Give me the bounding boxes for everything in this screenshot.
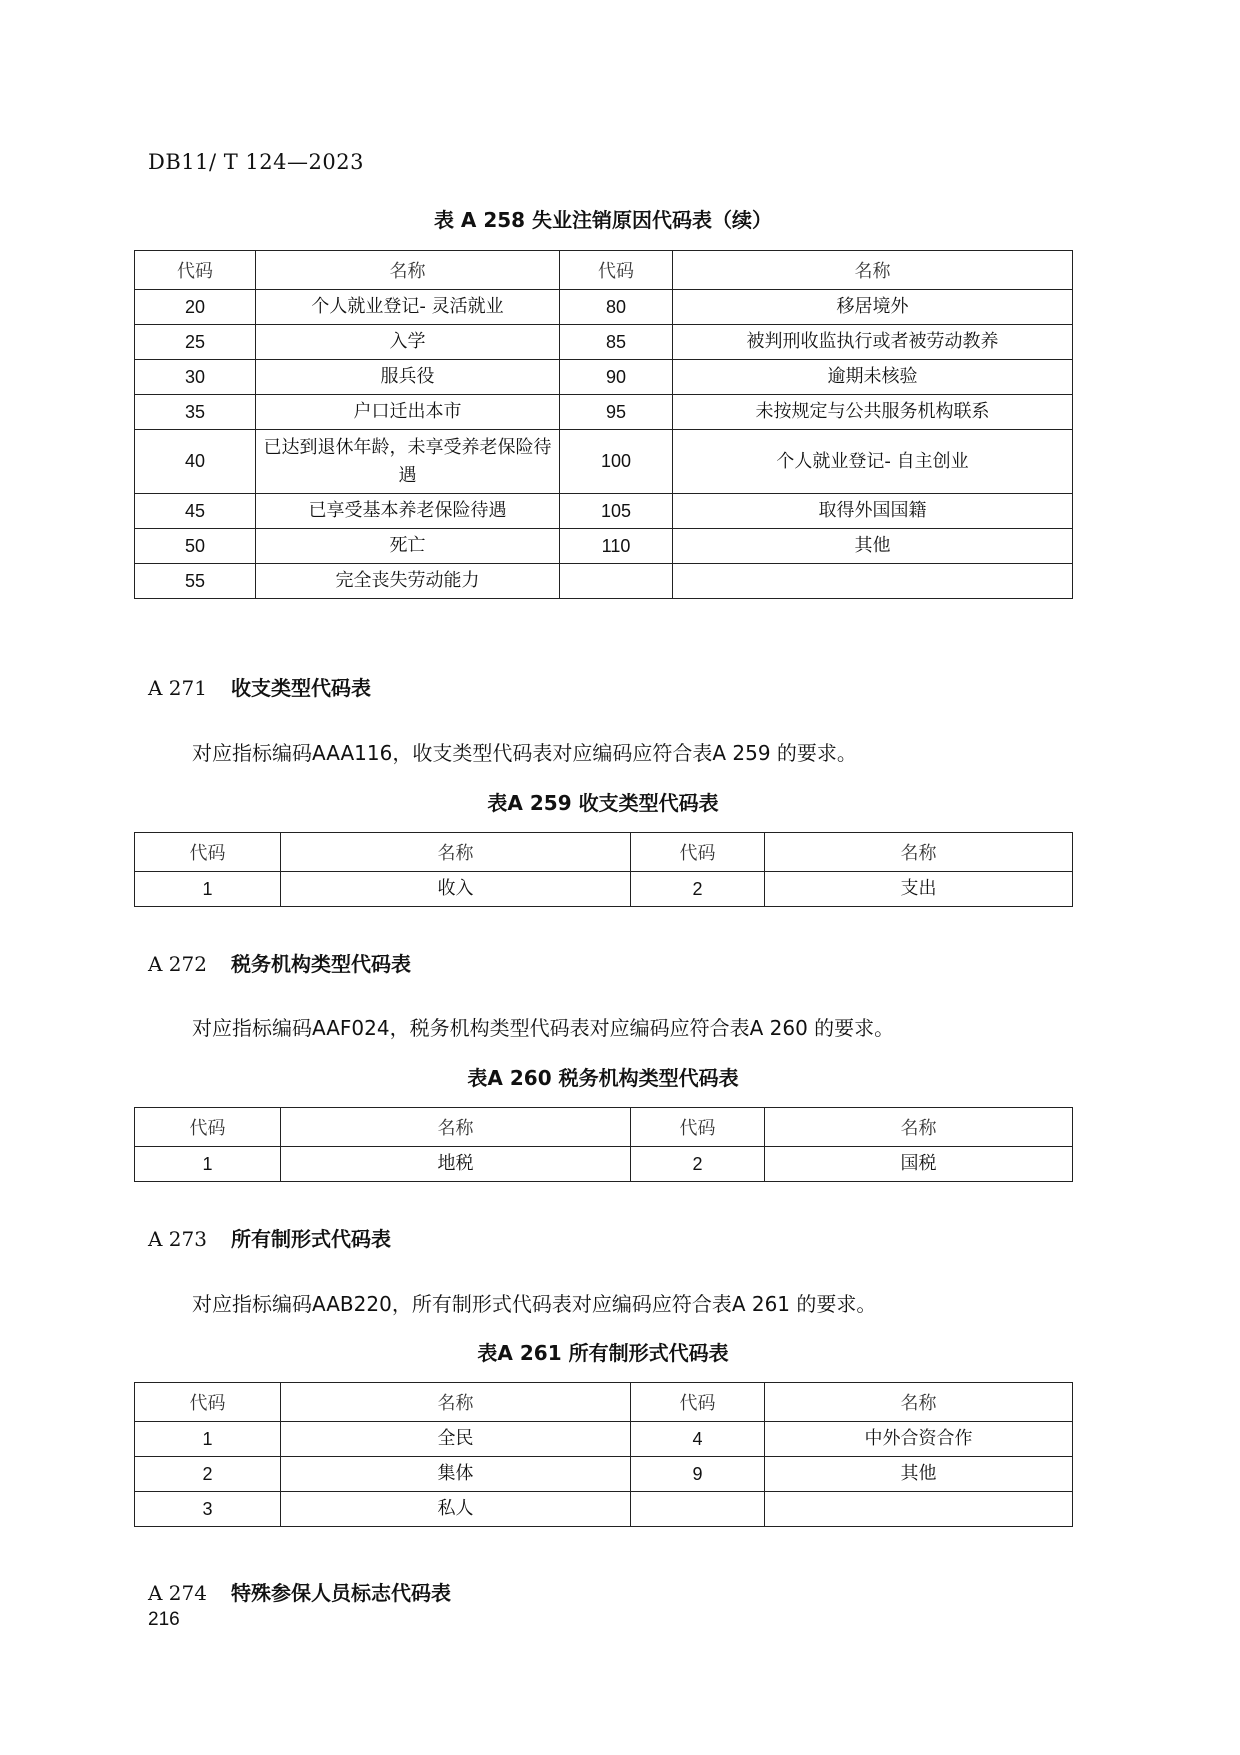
name-cell: [673, 564, 1073, 599]
code-cell: 80: [560, 290, 673, 325]
column-header: 名称: [765, 1383, 1073, 1422]
table-header-row: [135, 1383, 1073, 1422]
name-cell: 入学: [256, 325, 560, 360]
column-header: 代码: [135, 251, 256, 290]
column-header: 名称: [256, 251, 560, 290]
name-cell: 国税: [765, 1147, 1073, 1182]
page-number: 216: [148, 1609, 180, 1630]
table-caption-a258: 表 A 258 失业注销原因代码表（续）: [433, 208, 773, 232]
code-cell: 50: [135, 529, 256, 564]
table-row: [135, 1457, 1073, 1492]
document-id: DB11/ T 124—2023: [148, 150, 364, 174]
name-cell: 完全丧失劳动能力: [256, 564, 560, 599]
column-header: 代码: [135, 833, 281, 872]
section-number: A 272: [148, 952, 207, 976]
name-cell: 全民: [281, 1422, 631, 1457]
code-cell: 2: [631, 872, 765, 907]
code-cell: [560, 564, 673, 599]
section-number: A 271: [148, 676, 207, 700]
section-heading-a272: [148, 948, 411, 977]
section-heading-a273: [148, 1223, 391, 1252]
column-header: 代码: [560, 251, 673, 290]
code-cell: 40: [135, 430, 256, 494]
table-row: [135, 395, 1073, 430]
section-title: 税务机构类型代码表: [230, 952, 411, 976]
code-cell: 25: [135, 325, 256, 360]
code-cell: 110: [560, 529, 673, 564]
column-header: 名称: [281, 1108, 631, 1147]
section-heading-a271: [148, 672, 371, 701]
column-header: 名称: [281, 1383, 631, 1422]
table-row: [135, 1422, 1073, 1457]
name-cell: 已达到退休年龄，未享受养老保险待遇: [256, 430, 560, 494]
name-cell: 逾期未核验: [673, 360, 1073, 395]
name-cell: 私人: [281, 1492, 631, 1527]
code-cell: 90: [560, 360, 673, 395]
name-cell: 服兵役: [256, 360, 560, 395]
section-number: A 274: [148, 1581, 207, 1605]
code-cell: 95: [560, 395, 673, 430]
table-a258: [134, 250, 1073, 599]
column-header: 名称: [673, 251, 1073, 290]
code-cell: 30: [135, 360, 256, 395]
code-cell: 2: [135, 1457, 281, 1492]
code-cell: 45: [135, 494, 256, 529]
table-row: [135, 529, 1073, 564]
code-cell: 35: [135, 395, 256, 430]
column-header: 代码: [631, 833, 765, 872]
name-cell: 地税: [281, 1147, 631, 1182]
code-cell: 55: [135, 564, 256, 599]
table-row: [135, 1492, 1073, 1527]
column-header: 代码: [631, 1108, 765, 1147]
section-title: 所有制形式代码表: [230, 1227, 391, 1251]
name-cell: [765, 1492, 1073, 1527]
table-row: [135, 1147, 1073, 1182]
code-cell: 2: [631, 1147, 765, 1182]
name-cell: 其他: [765, 1457, 1073, 1492]
table-header-row: [135, 1108, 1073, 1147]
name-cell: 中外合资合作: [765, 1422, 1073, 1457]
name-cell: 被判刑收监执行或者被劳动教养: [673, 325, 1073, 360]
table-row: [135, 564, 1073, 599]
table-a259: [134, 832, 1073, 907]
table-a260: [134, 1107, 1073, 1182]
name-cell: 个人就业登记- 自主创业: [673, 430, 1073, 494]
table-caption-a260: 表A 260 税务机构类型代码表: [467, 1066, 739, 1090]
table-row: [135, 430, 1073, 494]
table-header-row: [135, 833, 1073, 872]
column-header: 名称: [281, 833, 631, 872]
code-cell: 1: [135, 1422, 281, 1457]
code-cell: 1: [135, 1147, 281, 1182]
paragraph-a272: 对应指标编码AAF024，税务机构类型代码表对应编码应符合表A 260 的要求。: [192, 1016, 895, 1040]
code-cell: 9: [631, 1457, 765, 1492]
section-number: A 273: [148, 1227, 207, 1251]
name-cell: 未按规定与公共服务机构联系: [673, 395, 1073, 430]
name-cell: 户口迁出本市: [256, 395, 560, 430]
code-cell: 3: [135, 1492, 281, 1527]
code-cell: 4: [631, 1422, 765, 1457]
name-cell: 取得外国国籍: [673, 494, 1073, 529]
name-cell: 支出: [765, 872, 1073, 907]
code-cell: 105: [560, 494, 673, 529]
table-caption-a261: 表A 261 所有制形式代码表: [477, 1341, 729, 1365]
table-row: [135, 290, 1073, 325]
name-cell: 收入: [281, 872, 631, 907]
table-row: [135, 360, 1073, 395]
table-row: [135, 872, 1073, 907]
column-header: 代码: [135, 1108, 281, 1147]
column-header: 名称: [765, 833, 1073, 872]
code-cell: 1: [135, 872, 281, 907]
section-title: 收支类型代码表: [230, 676, 371, 700]
paragraph-a271: 对应指标编码AAA116，收支类型代码表对应编码应符合表A 259 的要求。: [192, 741, 857, 765]
table-row: [135, 325, 1073, 360]
table-row: [135, 494, 1073, 529]
name-cell: 死亡: [256, 529, 560, 564]
code-cell: [631, 1492, 765, 1527]
name-cell: 已享受基本养老保险待遇: [256, 494, 560, 529]
table-a261: [134, 1382, 1073, 1527]
paragraph-a273: 对应指标编码AAB220，所有制形式代码表对应编码应符合表A 261 的要求。: [192, 1292, 877, 1316]
code-cell: 85: [560, 325, 673, 360]
column-header: 代码: [135, 1383, 281, 1422]
name-cell: 其他: [673, 529, 1073, 564]
code-cell: 20: [135, 290, 256, 325]
code-cell: 100: [560, 430, 673, 494]
column-header: 代码: [631, 1383, 765, 1422]
name-cell: 移居境外: [673, 290, 1073, 325]
name-cell: 个人就业登记- 灵活就业: [256, 290, 560, 325]
table-caption-a259: 表A 259 收支类型代码表: [487, 791, 719, 815]
section-heading-a274: [148, 1577, 451, 1606]
section-title: 特殊参保人员标志代码表: [230, 1581, 451, 1605]
table-header-row: [135, 251, 1073, 290]
column-header: 名称: [765, 1108, 1073, 1147]
name-cell: 集体: [281, 1457, 631, 1492]
